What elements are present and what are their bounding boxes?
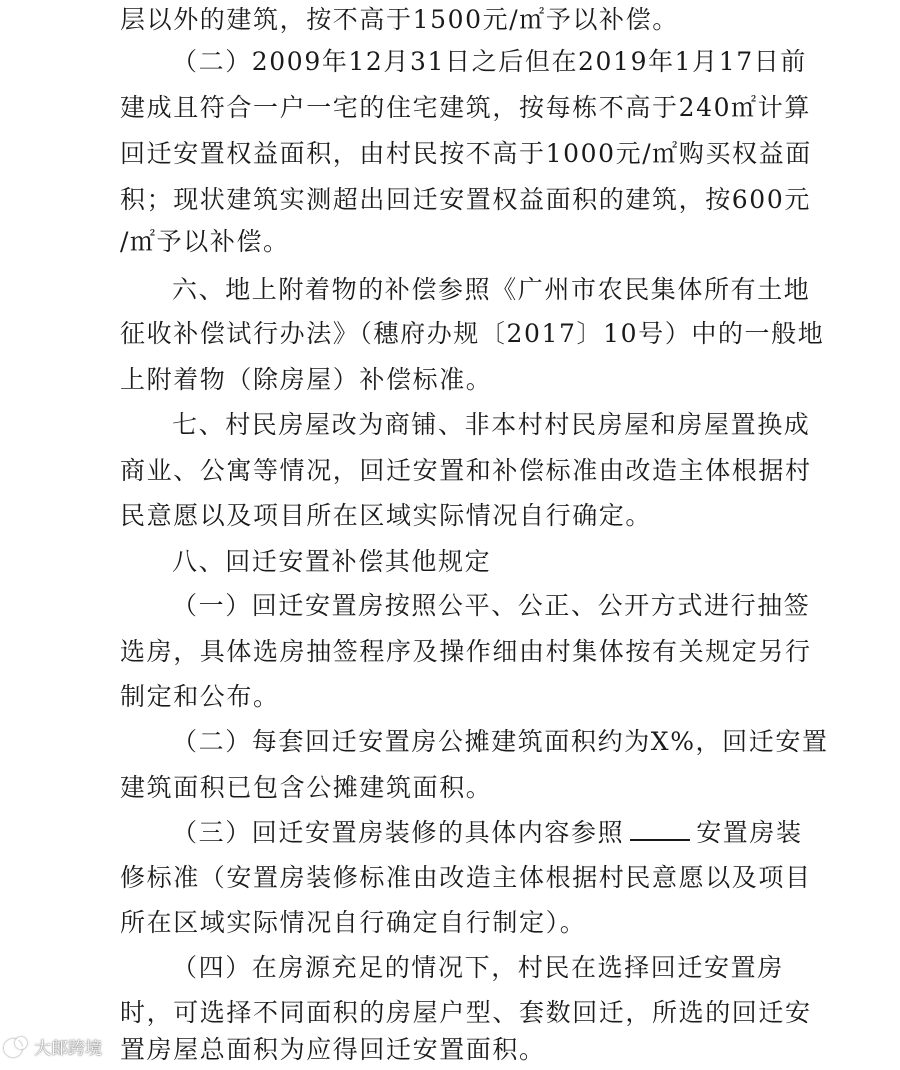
text-line: /㎡予以补偿。 bbox=[120, 227, 290, 256]
text-line: 积；现状建筑实测超出回迁安置权益面积的建筑，按600元 bbox=[120, 185, 811, 214]
wechat-logo-icon bbox=[4, 1036, 28, 1056]
text-line: 时，可选择不同面积的房屋户型、套数回迁，所选的回迁安 bbox=[120, 998, 812, 1027]
watermark bbox=[4, 1034, 102, 1058]
text-line: （二）每套回迁安置房公摊建筑面积约为X%，回迁安置 bbox=[172, 727, 829, 756]
fill-in-blank bbox=[630, 813, 690, 841]
text-line: 回迁安置权益面积，由村民按不高于1000元/㎡购买权益面 bbox=[120, 139, 812, 168]
section-heading: 八、回迁安置补偿其他规定 bbox=[172, 547, 492, 576]
text-line: 选房，具体选房抽签程序及操作细由村集体按有关规定另行 bbox=[120, 637, 812, 666]
text-line: 上附着物（除房屋）补偿标准。 bbox=[120, 365, 493, 394]
text-line: 建筑面积已包含公摊建筑面积。 bbox=[120, 773, 493, 802]
text-line-with-blank bbox=[172, 813, 803, 853]
text-line: 征收补偿试行办法》（穗府办规〔2017〕10号）中的一般地 bbox=[120, 319, 825, 348]
text-line: 建成且符合一户一宅的住宅建筑，按每栋不高于240㎡计算 bbox=[120, 93, 811, 122]
text-segment: （三）回迁安置房装修的具体内容参照 bbox=[172, 818, 625, 847]
text-line: （四）在房源充足的情况下，村民在选择回迁安置房 bbox=[172, 953, 784, 982]
text-line: 层以外的建筑，按不高于1500元/㎡予以补偿。 bbox=[120, 5, 679, 34]
text-line: 修标准（安置房装修标准由改造主体根据村民意愿以及项目 bbox=[120, 863, 812, 892]
text-line: 置房屋总面积为应得回迁安置面积。 bbox=[120, 1035, 546, 1064]
watermark-text: 大郎跨境 bbox=[34, 1038, 102, 1059]
text-line: 商业、公寓等情况，回迁安置和补偿标准由改造主体根据村 bbox=[120, 456, 812, 485]
text-segment: 安置房装 bbox=[696, 818, 803, 847]
text-line: 七、村民房屋改为商铺、非本村村民房屋和房屋置换成 bbox=[172, 410, 811, 439]
text-line: （一）回迁安置房按照公平、公正、公开方式进行抽签 bbox=[172, 591, 811, 620]
text-line: 民意愿以及项目所在区域实际情况自行确定。 bbox=[120, 501, 653, 530]
text-line: （二）2009年12月31日之后但在2019年1月17日前 bbox=[172, 47, 807, 76]
text-line: 所在区域实际情况自行确定自行制定）。 bbox=[120, 908, 587, 937]
text-line: 六、地上附着物的补偿参照《广州市农民集体所有土地 bbox=[172, 275, 811, 304]
text-line: 制定和公布。 bbox=[120, 682, 280, 711]
